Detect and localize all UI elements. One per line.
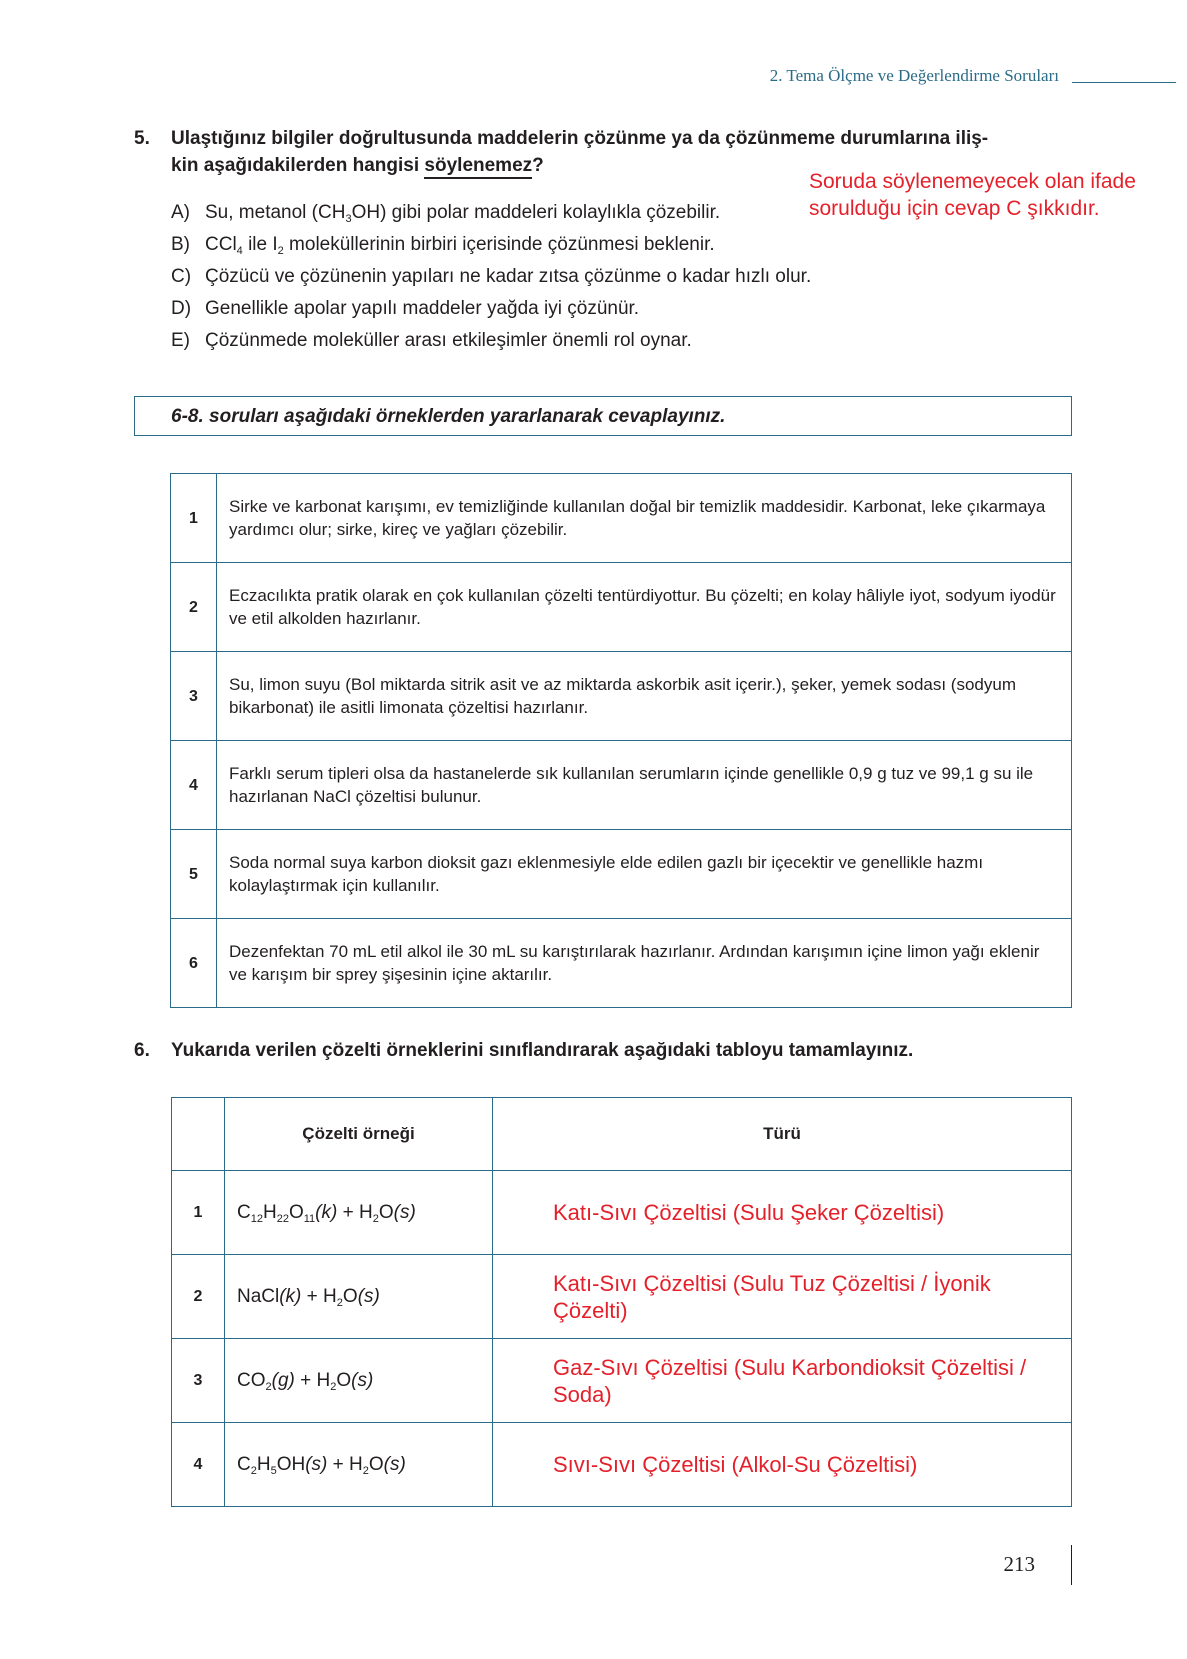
example-text: Soda normal suya karbon dioksit gazı eklenmesiyle elde edilen gazlı bir içecektir ve genellikle hazmı kolaylaştırmak için kullanılır. — [217, 830, 1072, 919]
example-text: Sirke ve karbonat karışımı, ev temizliğinde kullanılan doğal bir temizlik maddesidir. Karbonat, leke çıkarmaya yardımcı olur; sirke, kireç ve yağları çözebilir. — [217, 474, 1072, 563]
header-type: Türü — [493, 1098, 1072, 1171]
table-row — [172, 1255, 1072, 1339]
row-number: 1 — [172, 1171, 225, 1255]
example-number: 4 — [171, 741, 217, 830]
option-a: A) Su, metanol $(CH_3OH)$ gibi polar maddeleri kolaylıkla çözebilir. — [171, 202, 721, 225]
example-number: 1 — [171, 474, 217, 563]
example-number: 2 — [171, 563, 217, 652]
handwritten-answer-note: Soruda söylenemeyecek olan ifade sorulduğu için cevap C şıkkıdır. — [809, 170, 1136, 220]
question-6-number: 6. — [134, 1040, 150, 1061]
example-text: Farklı serum tipleri olsa da hastanelerde sık kullanılan serumların içinde genellikle 0,9 g tuz ve 99,1 g su ile hazırlanan NaCl çözeltisi bulunur. — [217, 741, 1072, 830]
row-number: 2 — [172, 1255, 225, 1339]
header-blank-cell — [172, 1098, 225, 1171]
classification-table — [171, 1097, 1072, 1507]
example-number: 6 — [171, 919, 217, 1008]
table-row — [171, 919, 1072, 1008]
handwritten-answer: Sıvı-Sıvı Çözeltisi (Alkol-Su Çözeltisi) — [493, 1423, 1072, 1507]
table-row — [172, 1339, 1072, 1423]
underlined-word: söylenemez — [424, 155, 532, 179]
examples-table — [170, 473, 1072, 1008]
page-header-title: 2. Tema Ölçme ve Değerlendirme Soruları — [769, 66, 1059, 85]
table-row — [171, 474, 1072, 563]
row-number: 4 — [172, 1423, 225, 1507]
example-number: 3 — [171, 652, 217, 741]
question-5-line1: Ulaştığınız bilgiler doğrultusunda maddelerin çözünme ya da çözünmeme durumlarına iliş- — [171, 128, 989, 149]
question-5-number: 5. — [134, 128, 150, 149]
option-d: D) Genellikle apolar yapılı maddeler yağda iyi çözünür. — [171, 298, 640, 319]
header-rule — [1072, 82, 1176, 83]
handwritten-answer: Katı-Sıvı Çözeltisi (Sulu Tuz Çözeltisi / İyonik Çözelti) — [493, 1255, 1072, 1339]
chemical-formula: $CO_2(g) + H_2O(s)$ — [225, 1339, 493, 1423]
handwritten-answer: Katı-Sıvı Çözeltisi (Sulu Şeker Çözeltisi) — [493, 1171, 1072, 1255]
option-b: B) CCl$_4$ ile $I_2$ moleküllerinin birbiri içerisinde çözünmesi beklenir. — [171, 234, 715, 257]
example-text: Dezenfektan 70 mL etil alkol ile 30 mL su karıştırılarak hazırlanır. Ardından karışımın içine limon yağı eklenir ve karışım bir sprey şişesinin içine aktarılır. — [217, 919, 1072, 1008]
instruction-box: 6-8. soruları aşağıdaki örneklerden yararlanarak cevaplayınız. — [134, 396, 1072, 436]
chemical-formula: NaCl(k) + $H_2O(s)$ — [225, 1255, 493, 1339]
question-6-text: Yukarıda verilen çözelti örneklerini sınıflandırarak aşağıdaki tabloyu tamamlayınız. — [171, 1040, 914, 1061]
page-number: 213 — [1003, 1552, 1035, 1576]
chemical-formula: $C_{12}H_{22}O_{11}(k) + H_2O(s)$ — [225, 1171, 493, 1255]
table-row — [172, 1423, 1072, 1507]
table-header-row — [172, 1098, 1072, 1171]
example-text: Su, limon suyu (Bol miktarda sitrik asit ve az miktarda askorbik asit içerir.), şeker, yemek sodası (sodyum bikarbonat) ile asitli limonata çözeltisi hazırlanır. — [217, 652, 1072, 741]
example-number: 5 — [171, 830, 217, 919]
handwritten-answer: Gaz-Sıvı Çözeltisi (Sulu Karbondioksit Çözeltisi / Soda) — [493, 1339, 1072, 1423]
table-row — [171, 741, 1072, 830]
option-e: E) Çözünmede moleküller arası etkileşimler önemli rol oynar. — [171, 330, 692, 351]
table-row — [171, 563, 1072, 652]
chemical-formula: $C_2H_5OH(s) + H_2O(s)$ — [225, 1423, 493, 1507]
question-5-line2: kin aşağıdakilerden hangisi söylenemez? — [171, 152, 988, 179]
example-text: Eczacılıkta pratik olarak en çok kullanılan çözelti tentürdiyottur. Bu çözelti; en kolay hâliyle iyot, sodyum iyodür ve etil alkolden hazırlanır. — [217, 563, 1072, 652]
table-row — [171, 830, 1072, 919]
row-number: 3 — [172, 1339, 225, 1423]
header-solution-example: Çözelti örneği — [225, 1098, 493, 1171]
table-row — [171, 652, 1072, 741]
table-row — [172, 1171, 1072, 1255]
option-c: C) Çözücü ve çözünenin yapıları ne kadar zıtsa çözünme o kadar hızlı olur. — [171, 266, 812, 287]
page-number-rule — [1071, 1545, 1072, 1585]
